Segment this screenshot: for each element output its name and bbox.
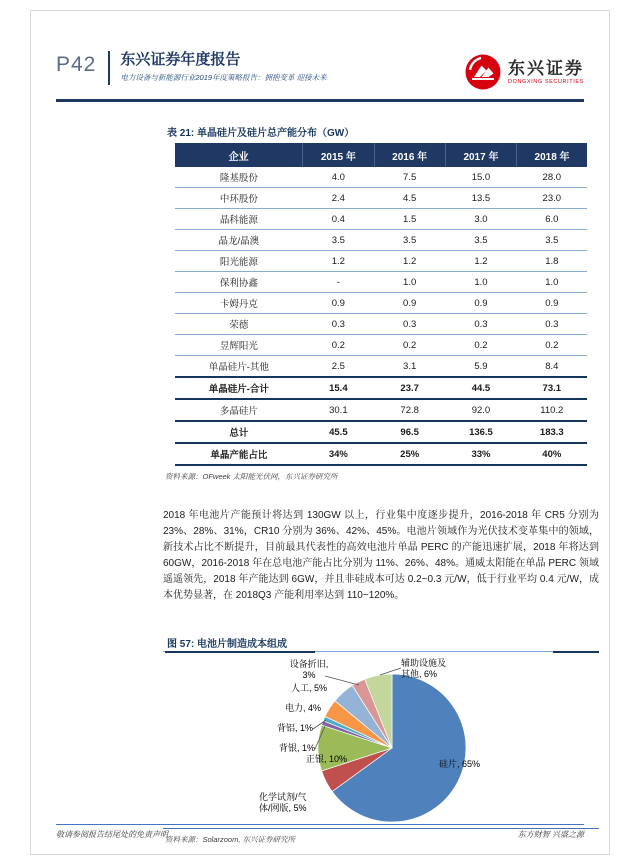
pie-label-1: 化学试剂/气体/网版, 5% xyxy=(259,792,307,813)
pie-label-4: 背铝, 1% xyxy=(276,723,313,733)
value-cell: 1.2 xyxy=(445,251,516,272)
table-row xyxy=(175,377,587,399)
company-cell: 晶科能源 xyxy=(175,209,303,230)
table-row xyxy=(175,443,587,465)
footer-disclaimer: 敬请参阅报告结尾处的免责声明 xyxy=(56,830,168,839)
value-cell: 0.2 xyxy=(374,335,445,356)
value-cell: 4.5 xyxy=(374,188,445,209)
value-cell: 1.0 xyxy=(374,272,445,293)
column-header-2015: 2015 年 xyxy=(303,143,374,167)
column-header-2018: 2018 年 xyxy=(517,143,587,167)
table-source: 资料来源：OFweek 太阳能光伏网，东兴证券研究所 xyxy=(165,472,338,481)
pie-label-7: 设备折旧, 3% xyxy=(289,659,329,680)
value-cell: 92.0 xyxy=(445,399,516,421)
value-cell: 0.4 xyxy=(303,209,374,230)
table-title: 表 21: 单晶硅片及硅片总产能分布（GW） xyxy=(167,128,355,139)
value-cell: 0.2 xyxy=(517,335,587,356)
value-cell: 1.0 xyxy=(445,272,516,293)
value-cell: 183.3 xyxy=(517,421,587,443)
value-cell: 6.0 xyxy=(517,209,587,230)
page-number: P42 xyxy=(56,53,97,76)
footer-rule xyxy=(56,824,584,825)
company-cell: 晶龙/晶澳 xyxy=(175,230,303,251)
value-cell: 4.0 xyxy=(303,167,374,188)
value-cell: 3.5 xyxy=(303,230,374,251)
value-cell: 7.5 xyxy=(374,167,445,188)
pie-chart-area xyxy=(163,658,601,826)
pie-label-3: 背银, 1% xyxy=(278,743,315,753)
capacity-table-body xyxy=(175,167,587,465)
company-cell: 卡姆丹克 xyxy=(175,293,303,314)
company-cell: 阳光能源 xyxy=(175,251,303,272)
logo-text-block xyxy=(508,60,584,85)
value-cell: 0.3 xyxy=(517,314,587,335)
table-header-row xyxy=(175,143,587,167)
value-cell: 3.0 xyxy=(445,209,516,230)
capacity-table-head xyxy=(175,143,587,167)
table-row xyxy=(175,399,587,421)
page-footer xyxy=(56,824,584,840)
value-cell: 3.5 xyxy=(445,230,516,251)
table-row xyxy=(175,209,587,230)
value-cell: 25% xyxy=(374,443,445,465)
table-row xyxy=(175,421,587,443)
value-cell: 72.8 xyxy=(374,399,445,421)
figure-title: 图 57: 电池片制造成本组成 xyxy=(167,639,288,650)
company-cell: 单晶硅片-合计 xyxy=(175,377,303,399)
value-cell: 3.5 xyxy=(517,230,587,251)
value-cell: 110.2 xyxy=(517,399,587,421)
value-cell: 15.0 xyxy=(445,167,516,188)
column-header-2016: 2016 年 xyxy=(374,143,445,167)
value-cell: 28.0 xyxy=(517,167,587,188)
value-cell: 0.3 xyxy=(374,314,445,335)
value-cell: 44.5 xyxy=(445,377,516,399)
header-rule xyxy=(56,99,584,102)
value-cell: 34% xyxy=(303,443,374,465)
value-cell: 8.4 xyxy=(517,356,587,378)
value-cell: 1.8 xyxy=(517,251,587,272)
logo-name-en: DONGXING SECURITIES xyxy=(508,78,584,85)
value-cell: 0.9 xyxy=(303,293,374,314)
value-cell: 0.9 xyxy=(517,293,587,314)
capacity-table xyxy=(175,143,587,466)
value-cell: 3.1 xyxy=(374,356,445,378)
company-cell: 单晶产能占比 xyxy=(175,443,303,465)
company-cell: 多晶硅片 xyxy=(175,399,303,421)
report-page xyxy=(30,10,610,855)
value-cell: 15.4 xyxy=(303,377,374,399)
figure-source: 资料来源：Solarzoom, 东兴证券研究所 xyxy=(165,835,296,844)
value-cell: 30.1 xyxy=(303,399,374,421)
value-cell: 73.1 xyxy=(517,377,587,399)
pie-label-8: 辅助设施及其他, 6% xyxy=(401,658,447,679)
value-cell: - xyxy=(303,272,374,293)
company-cell: 隆基股份 xyxy=(175,167,303,188)
column-header-company: 企业 xyxy=(175,143,303,167)
value-cell: 13.5 xyxy=(445,188,516,209)
value-cell: 1.0 xyxy=(517,272,587,293)
page-content xyxy=(31,124,609,845)
table-row xyxy=(175,167,587,188)
company-cell: 保利协鑫 xyxy=(175,272,303,293)
footer-slogan: 东方财智 兴盛之源 xyxy=(517,830,584,839)
value-cell: 23.0 xyxy=(517,188,587,209)
value-cell: 0.2 xyxy=(303,335,374,356)
table-row xyxy=(175,335,587,356)
report-title: 东兴证券年度报告 xyxy=(120,51,241,68)
value-cell: 136.5 xyxy=(445,421,516,443)
pie-label-5: 电力, 4% xyxy=(284,703,321,713)
value-cell: 0.2 xyxy=(445,335,516,356)
value-cell: 2.4 xyxy=(303,188,374,209)
body-paragraph: 2018 年电池片产能预计将达到 130GW 以上，行业集中度逐步提升，2016-2018 年 CR5 分别为 23%、28%、31%，CR10 分别为 36%、42%、45%。电池片领域作为光伏技术变革集中的领域，新技术占比不断提升，目前最具代表性的高效电池片单晶 PERC 的产能迅速扩展，2018 年将达到 60GW，2016-2018 年在总电池产能占比分别为 11%、26%、48%。通威太阳能在单晶 PERC 领域遥遥领先，2018 年产能达到 6GW，并且非硅成本可达 0.2~0.3 元/W，低于行业平均 0.4 元/W，成本优势显著，在 2018Q3 产能利用率达到 110~120%。 xyxy=(163,510,599,601)
header-divider xyxy=(108,51,110,85)
logo-circle-icon xyxy=(464,53,502,91)
table-row xyxy=(175,188,587,209)
value-cell: 45.5 xyxy=(303,421,374,443)
company-cell: 总计 xyxy=(175,421,303,443)
value-cell: 40% xyxy=(517,443,587,465)
figure-title-underline-dark xyxy=(165,651,315,653)
company-logo xyxy=(464,53,584,91)
header-title-block xyxy=(120,51,464,83)
value-cell: 0.9 xyxy=(374,293,445,314)
value-cell: 1.5 xyxy=(374,209,445,230)
company-cell: 单晶硅片-其他 xyxy=(175,356,303,378)
table-row xyxy=(175,230,587,251)
value-cell: 1.2 xyxy=(374,251,445,272)
pie-label-0: 硅片, 65% xyxy=(439,759,481,769)
table-row xyxy=(175,251,587,272)
report-subtitle: 电力设备与新能源行业2019年度策略报告：拥抱变革 迎接未来 xyxy=(120,73,327,82)
value-cell: 2.5 xyxy=(303,356,374,378)
value-cell: 33% xyxy=(445,443,516,465)
value-cell: 96.5 xyxy=(374,421,445,443)
figure-title-underline-dark-right xyxy=(553,651,599,653)
table-row xyxy=(175,272,587,293)
table-row xyxy=(175,314,587,335)
value-cell: 5.9 xyxy=(445,356,516,378)
value-cell: 0.3 xyxy=(445,314,516,335)
value-cell: 1.2 xyxy=(303,251,374,272)
figure-title-row xyxy=(163,634,599,650)
table-row xyxy=(175,293,587,314)
value-cell: 23.7 xyxy=(374,377,445,399)
pie-label-6: 人工, 5% xyxy=(290,683,327,693)
value-cell: 3.5 xyxy=(374,230,445,251)
value-cell: 0.3 xyxy=(303,314,374,335)
company-cell: 中环股份 xyxy=(175,188,303,209)
pie-chart xyxy=(163,658,601,826)
value-cell: 0.9 xyxy=(445,293,516,314)
logo-name-cn: 东兴证券 xyxy=(508,58,584,78)
table-row xyxy=(175,356,587,378)
company-cell: 昱辉阳光 xyxy=(175,335,303,356)
pie-label-2: 正银, 10% xyxy=(306,754,348,764)
company-cell: 荣德 xyxy=(175,314,303,335)
column-header-2017: 2017 年 xyxy=(445,143,516,167)
page-header xyxy=(56,51,584,91)
